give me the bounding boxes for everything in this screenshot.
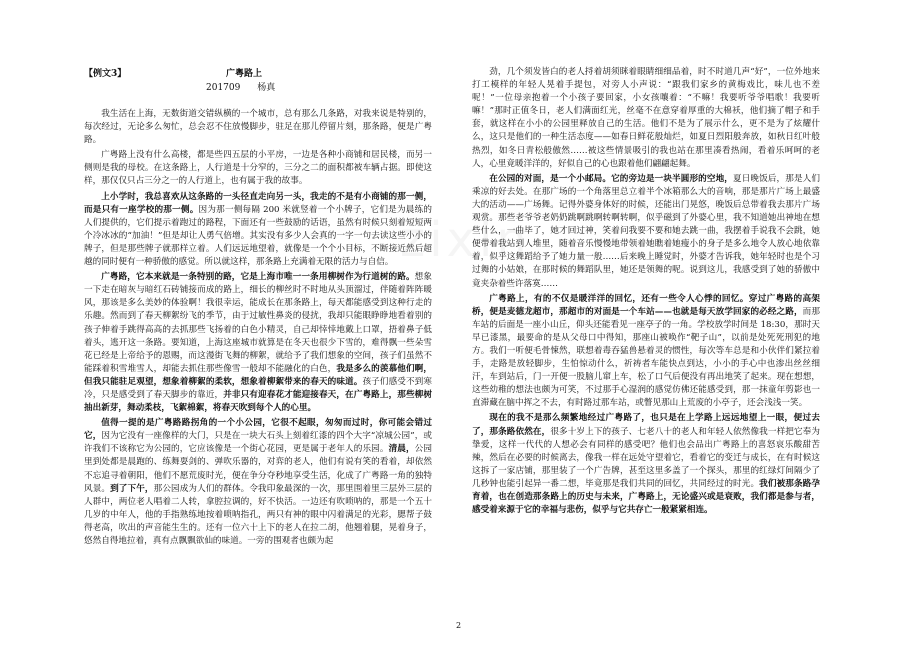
paragraph-text: 孩子们感受不到寒冷，只是感受到了春天脚步的靠近， [84, 376, 432, 400]
bold-text: 并非只有迎春花才能迎接春天，在广粤路上，那些柳树抽出新芽，舞动柔枝，飞絮棉絮，将春天吹到每个人的心里。 [84, 389, 432, 414]
bold-text: 上小学时，我总喜欢从这条路的一头径直走向另一头，我走的不是有小商铺的那一侧，而是只有一座学校的那一侧。 [84, 191, 432, 215]
paragraph [84, 271, 432, 415]
right-column [472, 66, 820, 519]
paragraph-text: 因为那一侧每隔 200 米就竖着一个小牌子，它们是为晨练的人们提供的，它们提示着跑过的路程，下面还有一些鼓励的话语，虽然有时候只刻着短短两个冷冰冰的“加油！”但是却让人勇气倍增。其实没有多少人会真的一字一句去读这些小小的牌子，但是那些牌子就那样立着。人们远远地望着，就像是一个个小目标，不断接近然后超越的同时便有一种骄傲的感觉。所以就这样，那条路上充满着无限的活力与自信。 [84, 204, 432, 268]
paragraph-text: 公园里到处都是晨跑的、练舞耍剑的、弹吹乐器的，对弈的老人，他们有说有笑的看着，却依然不忘追寻着朝阳，他们不愿荒废时光，便在争分夺秒地享受生活，化成了广粤路一角的独特风景。 [84, 444, 432, 494]
paragraph-text: 因为它没有一座像样的大门，只是在一块大石头上刻着红漆的四个大字“凉城公园”，或许我们不该称它为公园的，它应该像是一个街心花园，更是属于老年人的乐园。 [84, 431, 432, 455]
bold-text: 广粤路，它本来就是一条特别的路，它是上海市唯一一条用柳树作为行道树的路。 [101, 272, 415, 283]
page-number: 2 [456, 621, 462, 630]
paragraph [472, 173, 820, 291]
paragraph [472, 293, 820, 411]
paragraph [472, 66, 820, 171]
article-date: 201709 [206, 83, 241, 93]
paragraph-text: 而那车站的后面是一座小山丘，仰头还能看见一座亭子的一角。学校放学时间是 18:30，那时天早已漆黑，最要命的是从父母口中得知，那座山被唤作“靶子山”，以前是处死死刑犯的地方。我们一听便毛骨悚然，联想着毒吞猛兽悬着灵的惯性，每次等车总是和小伙伴们紧拉着手，走路是放轻脚步，生怕惊动什么，祈祷者车能快点到达，小小的手心中也渗出丝丝细汗，车到站后，门一开便一股脑儿窜上车，松了口气后便没有再出地笑了起来。现在想想，这些幼稚的想法也颇为可笑，不过那手心湿润的感觉仿佛还能感受到，那一抹童年剪影也一直滞藏在脑中挥之不去，有时路过那车站，或瞥见那山上荒废的小亭子，还会浅浅一笑。 [472, 306, 820, 409]
bold-text: 在公园的对面，是一个小邮局。它的旁边是一块半圆形的空地， [489, 173, 734, 184]
bold-text: 清晨， [388, 444, 415, 455]
bold-text: 我是多么的羡慕他们啊，但我只能驻足观望，想象着柳絮的柔软，想象着柳絮带来的春天的味道。 [84, 363, 432, 387]
bold-text: 现在的我不是那么频繁地经过广粤路了，也只是在上学路上远远地望上一眼，便过去了，那条路依然在， [472, 413, 820, 437]
paragraph-text: 夏日晚饭后，那是人们乘凉的好去处。在那广场的一个角落里总立着半个冰箱那么大的音响，那是那片广场上最盛大的活动——广场舞。记得外婆身体好的时候，还能出门晃悠，晚饭后总带着我去那片广场观赏。那些老爷爷老奶奶跳啊跳啊转啊转啊，似乎磁到了外婆心里，我不知道她出神地在想些什么，一曲毕了，她才回过神，笑着问我要不要和她去跳一曲，我摆着手说我不会跳，她便带着我站到人堆里，随着音乐慢慢地带领着她瞧着她瘦小的身子是多么地令人放心地依靠着，似乎这舞蹈给予了她力量一般……后来晚上睡觉时，外婆才告诉我，她年轻时也是个习过舞的小姑娘，在那时候的舞蹈队里，她还是领舞的呢。说到这儿，我感受到了她的骄傲中竟夹杂着些许落寞…… [472, 173, 820, 289]
article-author: 杨真 [257, 83, 276, 93]
paragraph [472, 412, 820, 517]
paragraph [84, 108, 432, 147]
paragraph-text: 很多十岁上下的孩子、七老八十的老人和年轻人依然像我一样把它奉为挚爱，这样一代代的人想必会有同样的感受吧？他们也会品出广粤路上的喜怒哀乐酸甜苦辣，然后在必要的时候离去，像我一样在远处守望着它，看着它的变迁与成长，在有时候这这拆了一家店铺，那里装了一个广告牌，甚至这里多盖了一个探头，那里的红绿灯间隔少了几秒钟也能引起异一番二想，毕竟那是我们共同的回忆，共同经过的时光。 [472, 426, 820, 489]
bold-text: 我们被那条路孕育着，也在创造那条路上的历史与未来，广粤路上，无论盛兴或是衰败，我们都是参与者，感受着来源于它的幸福与悲伤，似乎与它共存亡一般紧紧相连。 [472, 478, 820, 516]
bold-text: 值得一提的是广粤路路拐角的一个小公园，它很不起眼，匆匆而过时，你可能会错过它， [84, 418, 432, 442]
bold-text: 广粤路上，有的不仅是暖洋洋的回忆，还有一些令人心悸的回忆。穿过广粤路的高架桥，便是麦德龙超市，那超市的对面是一个车站——也就是每天放学回家的必经之路， [472, 293, 820, 317]
paragraph-text: 广粤路上没有什么高楼，都是些四五层的小平房，一边是各种小商铺和居民楼，而另一侧则是我的母校。在这条路上，人行道是十分窄的，三分之二的面积都被车辆占据。即使这样，那仅仅只占三分之一的人行道上，也有属于我的故事。 [84, 150, 432, 187]
paragraph-text: 劲，几个须发皆白的老人捋着胡须眯着眼睛细细品着，时不时道几声“好”，一位外地来打工模样的年轻人晃着手提包，对旁人小声说：“跟我们家乡的黄梅戏比，味儿也不差呢！”一位母亲抱着一个小孩子要回家，小女孩嚷着：“不嘛！我要听爷爷唱歌！我要听嘛！”那时正值冬日，老人们满面红光，丝毫不在意穿着厚重的大棉袄，他们摘了帽子和手套，就这样在小小的公园里释放自己的生活。他们不是为了展示什么，更不是为了炫耀什么，这只是他们的一种生活态度——如春日鲜花般灿烂，如夏日烈阳般奔放，如秋日红叶般热烈，如冬日青松般傲然……被这些情景吸引的我也站在那里凑看热闹，看着乐呵呵的老人，心里竟暖洋洋的，好似自己的心也跟着他们翩翩起舞。 [472, 67, 820, 169]
paragraph-text: 想象一下走在暗灰与暗红石砖铺接而成的路上，细长的柳丝时不时地从头顶溜过，伴随着阵阵暖风，那该是多么美妙的体验啊！我很幸运，能成长在那条路上，每天都能感受到这种行走的乐趣。然而到了春天柳絮纷飞的季节，由于过敏性鼻炎的侵扰，我却只能眼睁睁地看着别的孩子伸着手跳得高高的去抓那些飞扬着的白色小精灵，自己却悻悻地戴上口罩，捂着鼻子低着头，逃开这一条路。要知道，上海这座城市就算是在冬天也很少下雪的，难得飘一些朵雪花已经是上帝给予的恩赐，而这漫街飞舞的柳絮，就给予了我们想象的空间，孩子们虽然不能踩着积雪堆雪人，却能去抓住那些像雪一般却不能融化的白色， [84, 272, 432, 374]
bold-text: 到了下午， [110, 483, 154, 494]
paragraph [84, 149, 432, 188]
paragraph-text: 我生活在上海，无数街道交错纵横的一个城市，总有那么几条路，对我来说是特别的，每次经过，无论多么匆忙，总会忍不住放慢脚步，驻足在那儿停留片刻，那条路，便是广粤路。 [84, 109, 432, 146]
article-title: 广粤路上 [226, 69, 263, 79]
example-label: 【例文3】 [84, 69, 127, 79]
paragraph [84, 417, 432, 548]
byline [206, 80, 289, 93]
paragraph [84, 191, 432, 270]
article-header [84, 66, 432, 96]
paragraph-text: 那公园成为人们的群体。令我印象最深的一次，那里围着里三层外三层的人群中，两位老人唱着二人转，拿腔拉调的，好不快活。一边还有吹唢呐的，那是一个五十几岁的中年人，他的手指熟练地按着唢呐指孔，两只有神的眼中闪着满足的光彩，腮帮子鼓得老高，吹出的声音能生生的。还有一位六十上下的老人在拉二胡，他翘着腿，晃着身子，悠然自得地拉着，真有点飘飘欲仙的味道。一旁的围观者也颇为起 [84, 483, 432, 546]
left-column [84, 108, 432, 550]
